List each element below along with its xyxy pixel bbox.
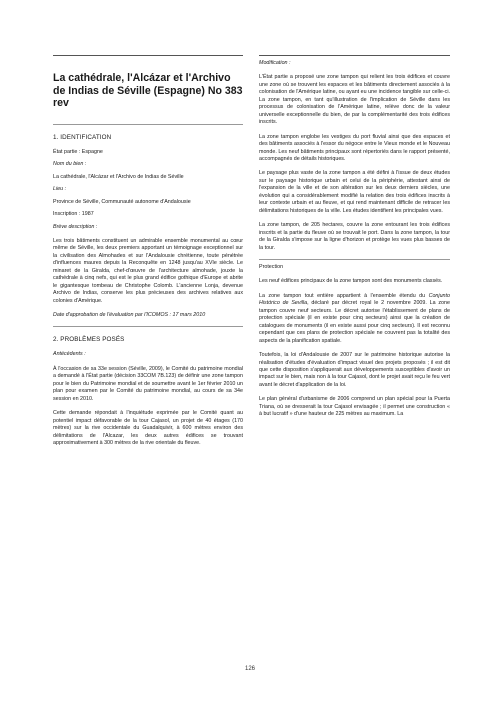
identification-heading: 1. IDENTIFICATION — [53, 133, 112, 141]
protection-heading: Protection — [259, 263, 284, 270]
antecedents-paragraph-1: À l'occasion de sa 33e session (Séville, 2009), le Comité du patrimoine mondial a demandé à l'État partie (décision 33COM 7B.123) de définir une zone tampon pour le bien du Patrimoine mondial et de soumettre avant le 1er février 2010 un plan pour examen par le Comité du patrimoine mondial, au cours de sa 34e session en 2010. — [53, 365, 243, 402]
document-title: La cathédrale, l'Alcázar et l'Archivo de Indias de Séville (Espagne) No 383 rev — [53, 72, 243, 110]
antecedents-label: Antécédents : — [53, 351, 86, 358]
lieu: Province de Séville, Communauté autonome d'Andalousie — [53, 198, 191, 205]
breve-description-label: Brève description : — [53, 223, 98, 230]
nom-du-bien-label: Nom du bien : — [53, 161, 87, 168]
protection-rule — [259, 259, 450, 260]
date-approbation: Date d'approbation de l'évaluation par l'ICOMOS : 17 mars 2010 — [53, 312, 206, 319]
conjunto-historico-name: Conjunto Histórico de Sevilla — [259, 292, 450, 307]
modification-paragraph-3: Le paysage plus vaste de la zone tampon a été défini à l'issue de deux études sur le paysage historique urbain et celui de la périphérie, attestant ainsi de l'expansion de la ville et de son altération sur les deux derniers siècles, une évolution qui a considérablement modifié la relation des trois édifices inscrits à leur contexte urbain et au fleuve, et qui rend maintenant difficile de retracer les délimitations historiques de la ville. Les études identifient les principales vues. — [259, 170, 450, 214]
modification-paragraph-4: La zone tampon, de 205 hectares, couvre la zone entourant les trois édifices inscrits et la partie du fleuve où se trouvait le port. Dans la zone tampon, la tour de la Giralda s'impose sur la ligne d'horizon et protège les vues plus basses de la tour. — [259, 222, 450, 251]
top-rule-left — [53, 55, 243, 56]
page-number: 126 — [244, 666, 255, 672]
lieu-label: Lieu : — [53, 186, 67, 193]
protection-paragraph-3: Toutefois, la loi d'Andalousie de 2007 sur le patrimoine historique autorise la réalisation d'études d'évaluation d'impact visuel des projets proposés ; il est dit que cette disposition s'appliquerait aux développements susceptibles d'avoir un impact sur le bien, mais non à la tour Cajasol, dont le projet avait reçu le feu vert avant le décret d'application de la loi. — [259, 352, 450, 388]
etat-partie: État partie : Espagne — [53, 148, 103, 155]
identification-rule — [53, 124, 243, 125]
protection-paragraph-2 — [259, 293, 450, 345]
protection-paragraph-1: Les neuf édifices principaux de la zone tampon sont des monuments classés. — [259, 278, 443, 285]
protection-paragraph-2-part-c: , déclaré par décret royal le 2 novembre 2009. La zone tampon couvre neuf secteurs. Le décret autorise l'établissement de plans de protection spéciale (il en existe pour cinq secteurs) ainsi que la création de catalogues de monuments (il en existe aussi pour cinq secteurs). Il est reconnu cependant que ces plans de protection spéciale ne couvrent pas la totalité des aspects de la planification spatiale. — [259, 300, 450, 344]
modification-paragraph-1: L'État partie a proposé une zone tampon qui relient les trois édifices et couvre une zone où se trouvent les espaces et les bâtiments directement associés à la colonisation de l'Amérique latine, ou ayant eu une incidence tangible sur celle-ci. La zone tampon, en tant qu'illustration de l'implication de Séville dans les processus de colonisation de l'Amérique latine, relève donc de la valeur universelle exceptionnelle du bien, de par la complémentarité des trois édifices inscrits. — [259, 74, 450, 126]
modification-paragraph-2: La zone tampon englobe les vestiges du port fluvial ainsi que des espaces et des bâtiments associés à l'essor du négoce entre le Vieux monde et le Nouveau monde. Les neuf bâtiments principaux sont répertoriés dans le rapport présenté, accompagnés de détails historiques. — [259, 133, 450, 162]
problemes-rule — [53, 326, 243, 327]
inscription: Inscription : 1987 — [53, 211, 94, 218]
antecedents-paragraph-2: Cette demande répondait à l'inquiétude exprimée par le Comité quant au potentiel impact défavorable de la tour Cajasol, un projet de 40 étages (170 mètres) sur la rive occidentale du Guadalquivir, à 600 mètres environ des délimitations de l'Alcazar, les deux autres édifices se trouvant approximativement à 300 mètres de la rive orientale du fleuve. — [53, 410, 243, 447]
protection-paragraph-4: Le plan général d'urbanisme de 2006 comprend un plan spécial pour la Puerta Triana, où se dresserait la tour Cajasol envisagée ; il permet une construction « à but lucratif » d'une hauteur de 225 mètres au maximum. La — [259, 396, 450, 418]
protection-paragraph-2-part-a: La zone tampon tout entière appartient à l'ensemble étendu du — [259, 292, 429, 299]
problemes-heading: 2. PROBLÈMES POSÉS — [53, 336, 125, 344]
modification-label: Modification : — [259, 60, 291, 66]
right-column — [259, 55, 450, 419]
breve-description: Les trois bâtiments constituent un admirable ensemble monumental au cœur même de Séville, les deux premiers apportant un témoignage exceptionnel sur la civilisation des Almohades et sur l'Andalousie chrétienne, toute pénétrée d'influences maures depuis la Reconquête en 1248 jusqu'au XVIe siècle. Le minaret de la Giralda, chef-d'œuvre de l'architecture almohade, jouxte la cathédrale à cinq nefs, qui est le plus grand édifice gothique d'Europe et abrite le gigantesque tombeau de Christophe Colomb. L'ancienne Lonja, devenue Archivo de Indias, conserve les plus précieuses des archives relatives aux colonies d'Amérique. — [53, 237, 243, 304]
nom-du-bien: La cathédrale, l'Alcázar et l'Archivo de Indias de Séville — [53, 173, 184, 180]
left-column — [53, 55, 243, 447]
top-rule-right — [259, 55, 450, 56]
